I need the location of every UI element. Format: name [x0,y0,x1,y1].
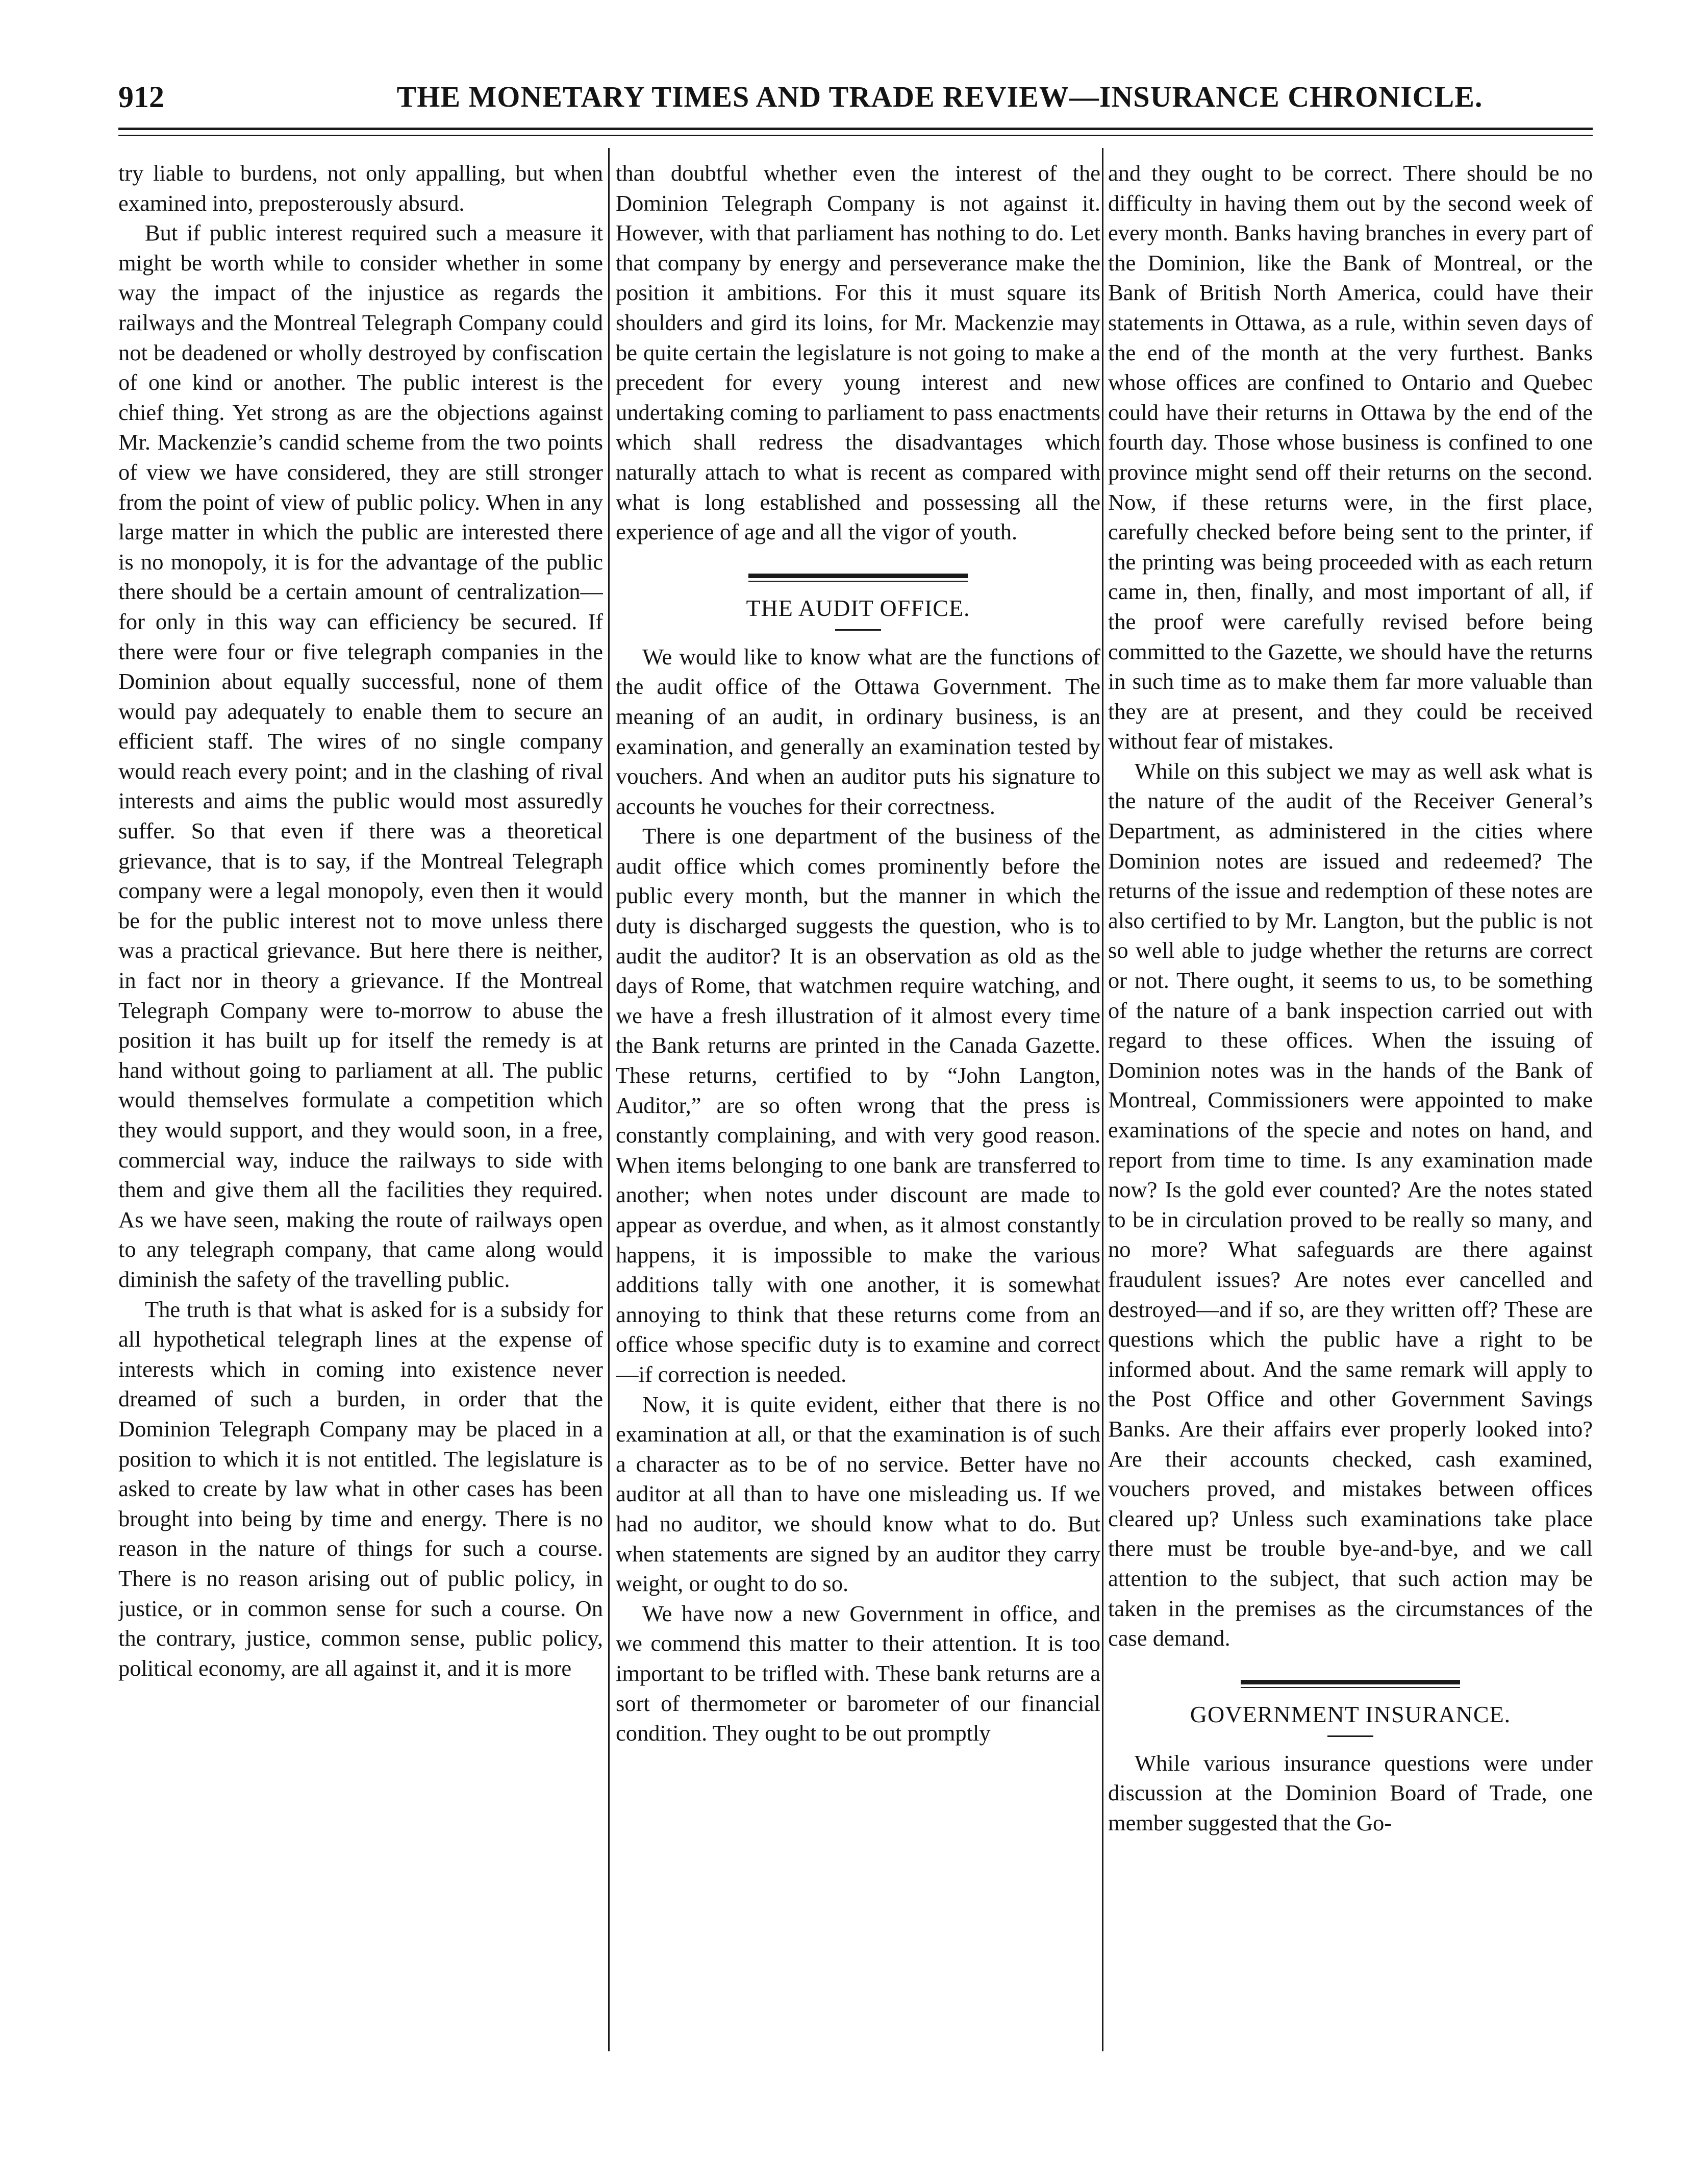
paragraph: Now, it is quite evident, either that there is no examination at all, or that the examination is of such a character as to be of no service. Better have no auditor at all than to have one misleading us. If we had no auditor, we should know what to do. But when statements are signed by an auditor they carry weight, or ought to do so. [616,1391,1100,1597]
article-heading: THE AUDIT OFFICE. [746,594,970,621]
header-rule-thin [118,135,1593,136]
heading-rule [1327,1735,1373,1737]
heading-rule [835,629,881,631]
column-1 [118,158,603,2046]
running-head: THE MONETARY TIMES AND TRADE REVIEW—INSURANCE CHRONICLE. [396,80,1483,113]
paragraph: We would like to know what are the functions of the audit office of the Ottawa Government. The meaning of an audit, in ordinary business, is an examination, and generally an examination tested by vouchers. And when an auditor puts his signature to accounts he vouches for their correctness. [616,643,1100,819]
article-heading-block [616,547,1100,631]
column-divider [1102,148,1103,2051]
paragraph: and they ought to be correct. There should be no difficulty in having them out by the second week of every month. Banks having branches in every part of the Dominion, like the Bank of Montreal, or the Bank of British North America, could have their statements in Ottawa, as a rule, within seven days of the end of the month at the very furthest. Banks whose offices are confined to Ontario and Quebec could have their returns in Ottawa by the end of the fourth day. Those whose business is confined to one province might send off their returns on the second. Now, if these returns were, in the first place, carefully checked before being sent to the printer, if the printing was being proceeded with as each return came in, then, finally, and most important of all, if the proof were carefully revised before being committed to the Gazette, we should have the returns in such time as to make them far more valuable than they are at present, and they could be received without fear of mistakes. [1108,160,1593,754]
paragraph: try liable to burdens, not only appalling, but when examined into, preposterously absurd. [118,160,603,216]
article-heading: GOVERNMENT INSURANCE. [1190,1701,1511,1727]
paragraph: The truth is that what is asked for is a subsidy for all hypothetical telegraph lines at the expense of interests which in coming into existence never dreamed of such a burden, in order that the Dominion Telegraph Company may be placed in a position to which it is not entitled. The legislature is asked to create by law what in other cases has been brought into being by time and energy. There is no reason in the nature of things for such a course. There is no reason arising out of public policy, in justice, or in common sense for such a course. On the contrary, justice, common sense, public policy, political economy, are all against it, and it is more [118,1296,603,1681]
paragraph: While on this subject we may as well ask what is the nature of the audit of the Receiver General’s Department, as administered in the cities where Dominion notes are issued and redeemed? The returns of the issue and redemption of these notes are also certified to by Mr. Langton, but the public is not so well able to judge whether the returns are correct or not. There ought, it seems to us, to be something of the nature of a bank inspection carried out with regard to these offices. When the issuing of Dominion notes was in the hands of the Bank of Montreal, Commissioners were appointed to make examinations of the specie and notes on hand, and report from time to time. Is any examination made now? Is the gold ever counted? Are the notes stated to be in circulation proved to be really so many, and no more? What safeguards are there against fraudulent issues? Are notes ever cancelled and destroyed—and if so, are they written off? These are questions which the public have a right to be informed about. And the same remark will apply to the Post Office and other Government Savings Banks. Are their affairs ever properly looked into? Are their accounts checked, cash examined, vouchers proved, and mistakes between offices cleared up? Unless such examinations take place there must be trouble bye-and-bye, and we call attention to the subject, that such action may be taken in the premises as the circumstances of the case demand. [1108,758,1593,1651]
column-2 [616,158,1100,2046]
paragraph: But if public interest required such a measure it might be worth while to consider whether in some way the impact of the injustice as regards the railways and the Montreal Telegraph Company could not be deadened or wholly destroyed by confiscation of one kind or another. The public interest is the chief thing. Yet strong as are the objections against Mr. Mackenzie’s candid scheme from the two points of view we have considered, they are still stronger from the point of view of public policy. When in any large matter in which the public are interested there is no monopoly, it is for the advantage of the public there should be a certain amount of centralization—for only in this way can efficiency be secured. If there were four or five telegraph companies in the Dominion about equally successful, none of them would pay adequately to enable them to secure an efficient staff. The wires of no single company would reach every point; and in the clashing of rival interests and aims the public would most assuredly suffer. So that even if there was a theoretical grievance, that is to say, if the Montreal Telegraph company were a legal monopoly, even then it would be for the public interest not to move unless there was a practical grievance. But here there is neither, in fact nor in theory a grievance. If the Montreal Telegraph Company were to-morrow to abuse the position it has built up for itself the remedy is at hand without going to parliament at all. The public would themselves formulate a competition which they would support, and they would soon, in a free, commercial way, induce the railways to side with them and give them all the facilities they required. As we have seen, making the route of railways open to any telegraph company, that came along would diminish the safety of the travelling public. [118,220,603,1292]
paragraph: While various insurance questions were under discussion at the Dominion Board of Trade, one member suggested that the Go- [1108,1750,1593,1835]
paragraph: than doubtful whether even the interest of the Dominion Telegraph Company is not against it. However, with that parliament has nothing to do. Let that company by energy and perseverance make the position it ambitions. For this it must square its shoulders and gird its loins, for Mr. Mackenzie may be quite certain the legislature is not going to make a precedent for every young interest and new undertaking coming to parliament to pass enactments which shall redress the disadvantages which naturally attach to what is recent as compared with what is long established and possessing all the experience of age and all the vigor of youth. [616,160,1100,545]
paragraph: We have now a new Government in office, and we commend this matter to their attention. It is too important to be trifled with. These bank returns are a sort of thermometer or barometer of our financial condition. They ought to be out promptly [616,1600,1100,1746]
page-number: 912 [118,80,164,114]
paragraph: There is one department of the business of the audit office which comes prominently before the public every month, but the manner in which the duty is discharged suggests the question, who is to audit the auditor? It is an observation as old as the days of Rome, that watchmen require watching, and we have a fresh illustration of it almost every time the Bank returns are printed in the Canada Gazette. These returns, certified to by “John Langton, Auditor,” are so often wrong that the press is constantly complaining, and with very good reason. When items belonging to one bank are transferred to another; when notes under discount are made to appear as overdue, and when, as it almost constantly happens, it is impossible to make the various additions tally with one another, it is somewhat annoying to think that these returns come from an office whose specific duty is to examine and correct—if correction is needed. [616,823,1100,1387]
article-heading-block [1108,1653,1593,1737]
header-rule [118,128,1593,130]
column-divider [608,148,610,2051]
column-3 [1108,158,1593,2046]
section-rule [1241,1680,1460,1684]
page-header [118,77,1593,117]
section-rule [748,574,968,578]
